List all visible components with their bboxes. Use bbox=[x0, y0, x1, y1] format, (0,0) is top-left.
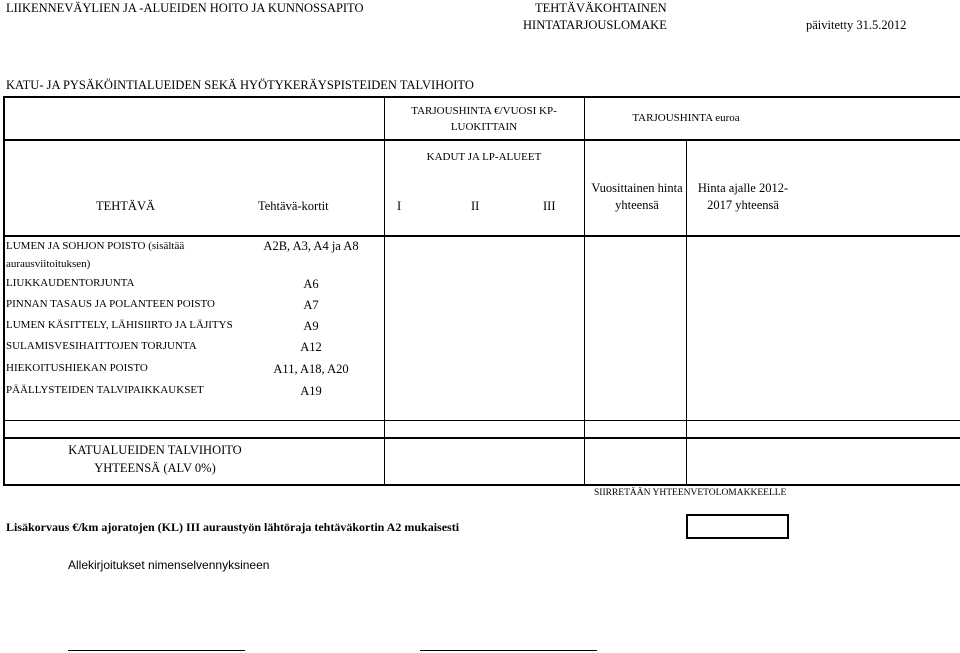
table-row-task: LIUKKAUDENTORJUNTA bbox=[6, 277, 135, 289]
table-row-cards: A9 bbox=[303, 319, 319, 333]
table-row-cards: A19 bbox=[300, 384, 322, 398]
table-row-task: LUMEN KÄSITTELY, LÄHISIIRTO JA LÄJITYS bbox=[6, 319, 233, 331]
table-row-task: PINNAN TASAUS JA POLANTEEN POISTO bbox=[6, 298, 215, 310]
table-row-task: SULAMISVESIHAITTOJEN TORJUNTA bbox=[6, 340, 197, 352]
task-column-header: TEHTÄVÄ bbox=[96, 199, 156, 213]
class-2-header: II bbox=[471, 199, 480, 213]
extra-fee-input[interactable] bbox=[686, 514, 789, 539]
organization-heading: LIIKENNEVÄYLIEN JA -ALUEIDEN HOITO JA KUNNOSSAPITO bbox=[6, 1, 364, 15]
table-row-cards: A2B, A3, A4 ja A8 bbox=[263, 239, 359, 253]
signatures-label: Allekirjoitukset nimenselvennyksineen bbox=[68, 558, 270, 572]
table-row-cards: A6 bbox=[303, 277, 319, 291]
table-row-task: LUMEN JA SOHJON POISTO (sisältää aurausviitoituksen) bbox=[6, 240, 185, 270]
offer-euros-header: TARJOUSHINTA euroa bbox=[632, 112, 740, 124]
updated-date: päivitetty 31.5.2012 bbox=[806, 18, 907, 32]
offer-per-class-header: TARJOUSHINTA €/VUOSI KP-LUOKITTAIN bbox=[411, 105, 557, 133]
period-total-header: Hinta ajalle 2012-2017 yhteensä bbox=[697, 181, 789, 212]
table-row-cards: A11, A18, A20 bbox=[273, 362, 349, 376]
total-label-line-1: KATUALUEIDEN TALVIHOITO bbox=[68, 443, 242, 457]
table-row-task: PÄÄLLYSTEIDEN TALVIPAIKKAUKSET bbox=[6, 384, 204, 396]
class-1-header: I bbox=[397, 199, 402, 213]
total-label-line-2: YHTEENSÄ (ALV 0%) bbox=[94, 461, 216, 475]
signature-line[interactable] bbox=[420, 650, 597, 651]
signature-line[interactable] bbox=[68, 650, 245, 651]
class-3-header: III bbox=[543, 199, 556, 213]
transfer-note: SIIRRETÄÄN YHTEENVETOLOMAKKEELLE bbox=[594, 488, 787, 498]
table-row-cards: A7 bbox=[303, 298, 319, 312]
section-title: KATU- JA PYSÄKÖINTIALUEIDEN SEKÄ HYÖTYKERÄYSPISTEIDEN TALVIHOITO bbox=[6, 78, 474, 92]
annual-total-header: Vuosittainen hinta yhteensä bbox=[591, 181, 683, 212]
table-row-cards: A12 bbox=[300, 340, 322, 354]
streets-areas-header: KADUT JA LP-ALUEET bbox=[426, 151, 542, 163]
task-cards-column-header: Tehtävä-kortit bbox=[258, 199, 329, 213]
extra-fee-label: Lisäkorvaus €/km ajoratojen (KL) III auraustyön lähtöraja tehtäväkortin A2 mukaisesti bbox=[6, 520, 460, 534]
document-title-line-1: TEHTÄVÄKOHTAINEN bbox=[535, 1, 667, 15]
document-title-line-2: HINTATARJOUSLOMAKE bbox=[523, 18, 667, 32]
table-row-task: HIEKOITUSHIEKAN POISTO bbox=[6, 362, 148, 374]
